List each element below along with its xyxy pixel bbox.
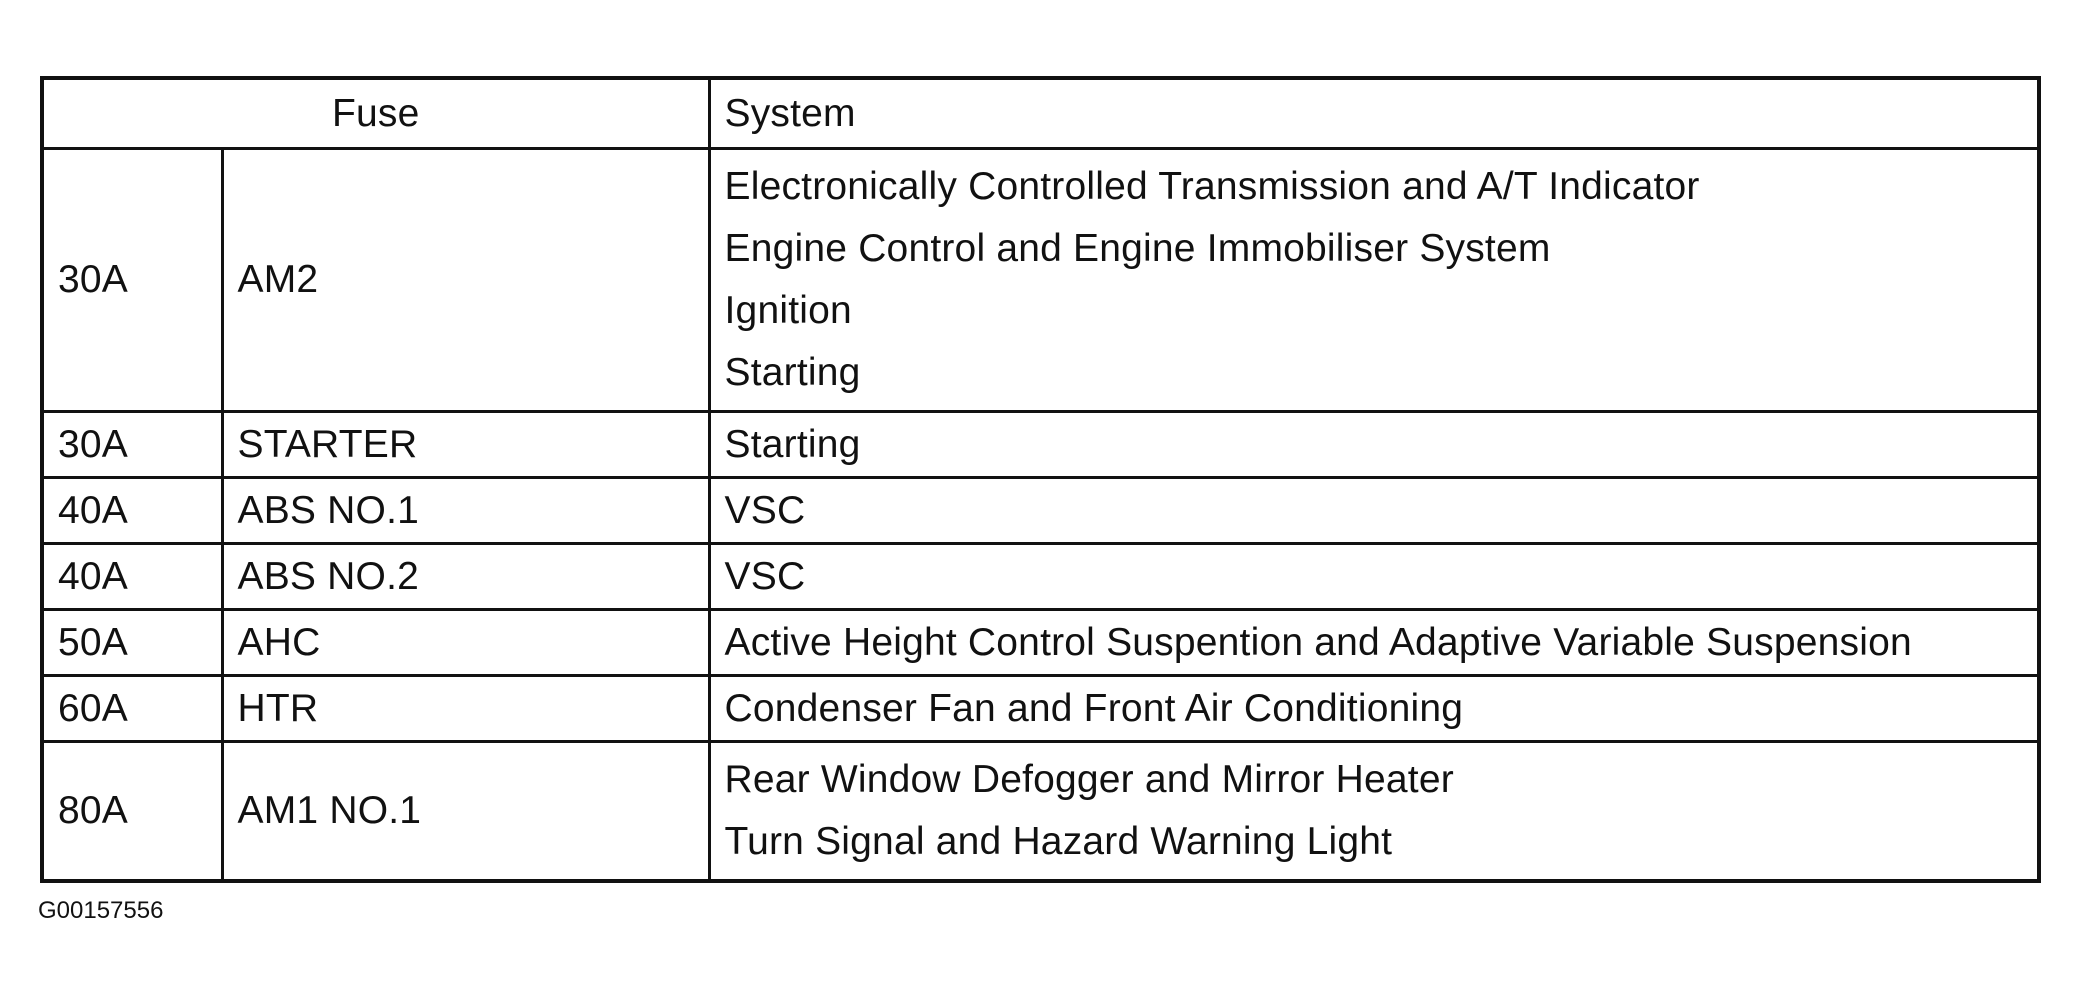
fuse-amperage-cell: 40A — [42, 478, 222, 544]
system-line: Rear Window Defogger and Mirror Heater — [724, 758, 1454, 801]
system-cell — [709, 149, 2039, 412]
fuse-name-cell: AM1 NO.1 — [222, 742, 709, 882]
table-row — [42, 478, 2039, 544]
figure-code: G00157556 — [38, 897, 164, 924]
system-cell — [709, 610, 2039, 676]
system-line: Turn Signal and Hazard Warning Light — [724, 820, 1393, 863]
table-row — [42, 676, 2039, 742]
system-line: Starting — [724, 422, 861, 466]
fuse-name-cell: ABS NO.1 — [222, 478, 709, 544]
table-row — [42, 149, 2039, 412]
system-cell — [709, 742, 2039, 882]
fuse-name-cell: AHC — [222, 610, 709, 676]
fuse-table — [40, 76, 2041, 883]
fuse-amperage-cell: 50A — [42, 610, 222, 676]
fuse-amperage-cell: 80A — [42, 742, 222, 882]
table-row — [42, 412, 2039, 478]
fuse-name-cell: AM2 — [222, 149, 709, 412]
fuse-name-cell: ABS NO.2 — [222, 544, 709, 610]
system-cell — [709, 478, 2039, 544]
system-cell — [709, 676, 2039, 742]
system-column-header: System — [709, 78, 2039, 149]
fuse-name-cell: STARTER — [222, 412, 709, 478]
system-line: Condenser Fan and Front Air Conditioning — [724, 686, 1464, 730]
system-line: Electronically Controlled Transmission and A/T Indicator — [724, 165, 1700, 208]
fuse-amperage-cell: 30A — [42, 412, 222, 478]
table-row — [42, 544, 2039, 610]
system-line: VSC — [724, 554, 806, 598]
table-row — [42, 610, 2039, 676]
fuse-amperage-cell: 60A — [42, 676, 222, 742]
system-cell — [709, 544, 2039, 610]
header-row — [42, 78, 2039, 149]
system-line: Ignition — [724, 289, 852, 332]
system-line: Engine Control and Engine Immobiliser System — [724, 227, 1551, 270]
table-row — [42, 742, 2039, 882]
system-line: VSC — [724, 488, 806, 532]
fuse-column-header: Fuse — [42, 78, 709, 149]
fuse-amperage-cell: 30A — [42, 149, 222, 412]
fuse-amperage-cell: 40A — [42, 544, 222, 610]
fuse-table-body — [42, 149, 2039, 882]
fuse-name-cell: HTR — [222, 676, 709, 742]
system-line: Active Height Control Suspention and Adaptive Variable Suspension — [724, 620, 1912, 664]
system-line: Starting — [724, 351, 861, 394]
system-cell — [709, 412, 2039, 478]
